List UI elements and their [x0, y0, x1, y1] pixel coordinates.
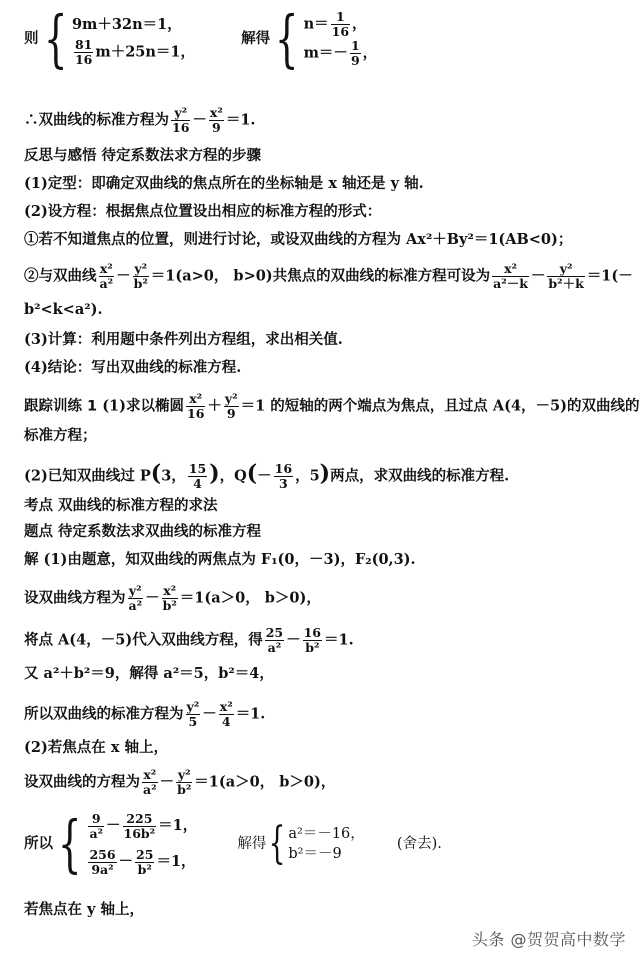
- solution: a²＝－16，: [288, 826, 365, 842]
- solution-line-2: 设双曲线方程为 $\frac{\text{y²}}{\text{a²}}$ － $\frac{\text{x²}}{\text{b²}}$ ＝1(a＞0， b＞0)，: [24, 583, 321, 613]
- tidian-line: 题点 待定系数法求双曲线的标准方程: [24, 523, 262, 540]
- solution-last-line: 若焦点在 y 轴上，: [24, 901, 145, 918]
- solution: m＝－ $\frac{1}{9}$ ，: [303, 38, 378, 68]
- equation: $\frac{256}{\text{9a²}}$ － $\frac{25}{\text{b²}}$ ＝1，: [89, 846, 196, 877]
- step-1: (1)定型：即确定双曲线的焦点所在的坐标轴是 x 轴还是 y 轴.: [24, 175, 424, 192]
- solution: b²＝－9: [288, 846, 342, 862]
- reflect-heading: 反思与感悟 待定系数法求方程的步骤: [24, 147, 262, 164]
- solution: n＝ $\frac{1}{16}$ ，: [303, 9, 367, 39]
- solution-line-1: 解 (1)由题意，知双曲线的两焦点为 F₁(0，－3)，F₂(0,3).: [24, 551, 416, 568]
- step-3: (3)计算：利用题中条件列出方程组，求出相关值.: [24, 331, 343, 348]
- training-problem-1-continued: 标准方程；: [24, 427, 97, 444]
- conclusion-line: ∴双曲线的标准方程为 $\frac{\text{y²}}{16}$ － $\frac{\text{x²}}{9}$ ＝1.: [24, 105, 256, 135]
- training-problem-2: (2)已知双曲线过 P(3， $\frac{15}{4}$ )，Q(－ $\frac{16}{3}$ ，5)两点，求双曲线的标准方程.: [24, 460, 510, 491]
- equation: $\frac{81}{16}$ m＋25n＝1，: [74, 36, 196, 67]
- watermark: 头条 @贺贺高中数学: [471, 930, 626, 949]
- solution-line-6: (2)若焦点在 x 轴上，: [24, 739, 169, 756]
- kaodian-line: 考点 双曲线的标准方程的求法: [24, 497, 218, 514]
- system-1: 则{ 9m＋32n＝1， $\frac{81}{16}$ m＋25n＝1， 解得{ n＝ $\frac{1}{16}$ ， m＝－ $\frac{1}{9}$ ，: [24, 2, 378, 75]
- case-2-continued: b²<k<a²).: [24, 301, 103, 318]
- training-problem-1: 跟踪训练 1 (1)求以椭圆 $\frac{\text{x²}}{16}$ ＋ $\frac{\text{y²}}{9}$ ＝1 的短轴的两个端点为焦点，且过点 A(4，－5)的双曲线的: [24, 391, 640, 421]
- case-2: ②与双曲线 $\frac{\text{x²}}{\text{a²}}$ － $\frac{\text{y²}}{\text{b²}}$ ＝1(a>0， b>0)共焦点的双曲线的标准方程可设为 $\frac{\text{x²}}{\text{a²－k}}$ － $\frac{\text{y²}}{\text{b²＋k}}$ ＝1(－: [24, 261, 633, 291]
- equation: 9m＋32n＝1，: [71, 15, 182, 33]
- solution-line-4: 又 a²＋b²＝9，解得 a²＝5，b²＝4，: [24, 665, 274, 682]
- equation: $\frac{9}{\text{a²}}$ － $\frac{225}{\text{16b²}}$ ＝1，: [89, 810, 198, 841]
- step-4: (4)结论：写出双曲线的标准方程.: [24, 359, 242, 376]
- system-2: 所以{ $\frac{9}{\text{a²}}$ － $\frac{225}{\text{16b²}}$ ＝1， $\frac{256}{\text{9a²}}$ － $\frac{25}{\text{b²}}$ ＝1， 解得{ a²＝－16， b²＝－9 (舍去).: [24, 807, 442, 880]
- step-2: (2)设方程：根据焦点位置设出相应的标准方程的形式：: [24, 203, 382, 220]
- solution-line-7: 设双曲线的方程为 $\frac{\text{x²}}{\text{a²}}$ － $\frac{\text{y²}}{\text{b²}}$ ＝1(a＞0， b＞0)，: [24, 767, 336, 797]
- then-label: 则: [24, 30, 39, 47]
- solve-label: 解得: [241, 30, 271, 47]
- case-1: ①若不知道焦点的位置，则进行讨论，或设双曲线的方程为 Ax²＋By²＝1(AB<0)；: [24, 231, 573, 248]
- solution-line-3: 将点 A(4，－5)代入双曲线方程，得 $\frac{25}{\text{a²}}$ － $\frac{16}{\text{b²}}$ ＝1.: [24, 625, 354, 655]
- solution-line-5: 所以双曲线的标准方程为 $\frac{\text{y²}}{5}$ － $\frac{\text{x²}}{4}$ ＝1.: [24, 699, 266, 729]
